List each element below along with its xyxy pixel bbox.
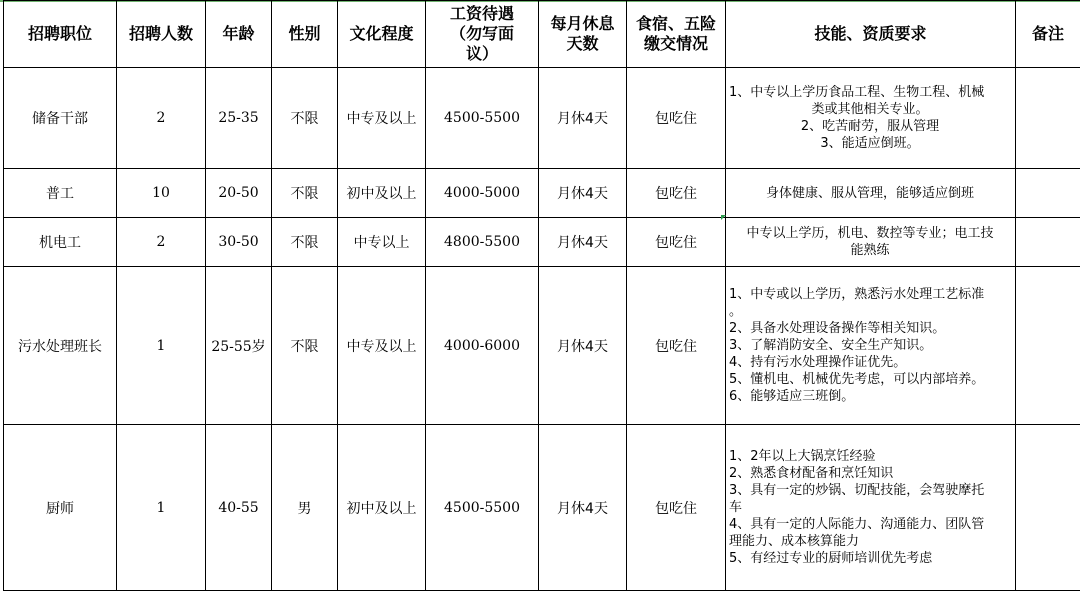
requirement-line: 2、熟悉食材配备和烹饪知识 bbox=[729, 466, 894, 481]
requirement-line: 5、有经过专业的厨师培训优先考虑 bbox=[729, 551, 933, 566]
cell-position[interactable]: 储备干部 bbox=[4, 68, 117, 169]
cell-remarks[interactable] bbox=[1016, 267, 1080, 425]
requirement-line: 身体健康、服从管理，能够适应倒班 bbox=[765, 185, 974, 201]
cell-requirements[interactable] bbox=[726, 425, 1016, 591]
cell-position[interactable]: 污水处理班长 bbox=[4, 267, 117, 425]
header-row bbox=[4, 1, 1080, 68]
requirement-line: 4、具有一定的人际能力、沟通能力、团队管 bbox=[729, 517, 985, 532]
requirement-line: 2、吃苦耐劳，服从管理 bbox=[800, 119, 940, 134]
cell-benefits[interactable]: 包吃住 bbox=[627, 218, 726, 267]
requirement-line: 4、持有污水处理操作证优先。 bbox=[729, 355, 907, 370]
cell-benefits[interactable]: 包吃住 bbox=[627, 169, 726, 218]
cell-remarks[interactable] bbox=[1016, 218, 1080, 267]
header-salary-line: 议） bbox=[465, 44, 498, 63]
header-remarks[interactable] bbox=[1016, 1, 1080, 68]
cell-salary[interactable]: 4800-5500 bbox=[426, 218, 539, 267]
requirement-line: 理能力、成本核算能力 bbox=[729, 534, 860, 549]
table-row bbox=[4, 267, 1080, 425]
header-rest-days[interactable] bbox=[539, 1, 627, 68]
header-gender-text: 性别 bbox=[288, 24, 321, 43]
header-rest-line: 天数 bbox=[566, 34, 599, 53]
header-position-text: 招聘职位 bbox=[27, 24, 92, 43]
cell-remarks[interactable] bbox=[1016, 425, 1080, 591]
cell-education[interactable]: 初中及以上 bbox=[338, 169, 426, 218]
cell-gender[interactable]: 不限 bbox=[272, 169, 338, 218]
cell-benefits[interactable]: 包吃住 bbox=[627, 267, 726, 425]
cell-age[interactable]: 25-35 bbox=[206, 68, 272, 169]
header-benefits-line: 缴交情况 bbox=[643, 34, 708, 53]
table-row bbox=[4, 218, 1080, 267]
header-count[interactable] bbox=[117, 1, 206, 68]
header-count-text: 招聘人数 bbox=[128, 24, 193, 43]
requirement-line: 2、具备水处理设备操作等相关知识。 bbox=[729, 321, 946, 336]
cell-position[interactable]: 普工 bbox=[4, 169, 117, 218]
cell-remarks[interactable] bbox=[1016, 68, 1080, 169]
requirement-line: 6、能够适应三班倒。 bbox=[729, 389, 855, 404]
requirement-line: 3、能适应倒班。 bbox=[820, 136, 920, 151]
header-benefits-line: 食宿、五险 bbox=[635, 14, 716, 33]
cell-education[interactable]: 初中及以上 bbox=[338, 425, 426, 591]
cell-salary[interactable]: 4000-5000 bbox=[426, 169, 539, 218]
cell-count[interactable]: 1 bbox=[117, 267, 206, 425]
cell-age[interactable]: 30-50 bbox=[206, 218, 272, 267]
cell-salary[interactable]: 4500-5500 bbox=[426, 425, 539, 591]
cell-education[interactable]: 中专及以上 bbox=[338, 267, 426, 425]
cell-salary[interactable]: 4500-5500 bbox=[426, 68, 539, 169]
requirement-line: 3、了解消防安全、安全生产知识。 bbox=[729, 338, 933, 353]
table-row bbox=[4, 169, 1080, 218]
requirement-line: 中专以上学历，机电、数控等专业；电工技 bbox=[746, 226, 994, 241]
cell-position[interactable]: 机电工 bbox=[4, 218, 117, 267]
cell-comment-marker bbox=[721, 215, 726, 220]
cell-benefits[interactable]: 包吃住 bbox=[627, 425, 726, 591]
cell-gender[interactable]: 不限 bbox=[272, 68, 338, 169]
cell-education[interactable]: 中专及以上 bbox=[338, 68, 426, 169]
requirement-line: 类或其他相关专业。 bbox=[811, 102, 929, 117]
header-position[interactable] bbox=[4, 1, 117, 68]
recruitment-table bbox=[3, 0, 1080, 591]
cell-education[interactable]: 中专以上 bbox=[338, 218, 426, 267]
requirement-line: 车 bbox=[729, 500, 743, 515]
requirement-line: 5、懂机电、机械优先考虑，可以内部培养。 bbox=[729, 372, 985, 387]
cell-rest-days[interactable]: 月休4天 bbox=[539, 68, 627, 169]
cell-count[interactable]: 2 bbox=[117, 218, 206, 267]
cell-requirements[interactable] bbox=[726, 169, 1016, 218]
header-salary-line: （勿写面 bbox=[449, 24, 514, 43]
header-age[interactable] bbox=[206, 1, 272, 68]
cell-age[interactable]: 20-50 bbox=[206, 169, 272, 218]
requirement-line: 1、中专或以上学历，熟悉污水处理工艺标准 bbox=[729, 287, 985, 302]
cell-gender[interactable]: 男 bbox=[272, 425, 338, 591]
cell-requirements[interactable] bbox=[726, 68, 1016, 169]
header-remarks-text: 备注 bbox=[1031, 24, 1064, 43]
cell-salary[interactable]: 4000-6000 bbox=[426, 267, 539, 425]
cell-age[interactable]: 40-55 bbox=[206, 425, 272, 591]
header-salary-line: 工资待遇 bbox=[449, 4, 514, 23]
cell-rest-days[interactable]: 月休4天 bbox=[539, 218, 627, 267]
requirement-line: 1、中专以上学历食品工程、生物工程、机械 bbox=[729, 85, 985, 100]
requirement-line: 3、具有一定的炒锅、切配技能，会驾驶摩托 bbox=[729, 483, 985, 498]
requirement-line: 能熟练 bbox=[850, 243, 890, 258]
header-education[interactable] bbox=[338, 1, 426, 68]
header-requirements[interactable] bbox=[726, 1, 1016, 68]
header-salary[interactable] bbox=[426, 1, 539, 68]
cell-benefits[interactable]: 包吃住 bbox=[627, 68, 726, 169]
header-benefits[interactable] bbox=[627, 1, 726, 68]
table-row bbox=[4, 68, 1080, 169]
cell-rest-days[interactable]: 月休4天 bbox=[539, 267, 627, 425]
cell-rest-days[interactable]: 月休4天 bbox=[539, 425, 627, 591]
header-age-text: 年龄 bbox=[222, 24, 255, 43]
cell-remarks[interactable] bbox=[1016, 169, 1080, 218]
cell-age[interactable]: 25-55岁 bbox=[206, 267, 272, 425]
header-education-text: 文化程度 bbox=[349, 24, 414, 43]
table-row bbox=[4, 425, 1080, 591]
requirement-line: 。 bbox=[729, 304, 743, 319]
requirement-line: 1、2年以上大锅烹饪经验 bbox=[729, 449, 876, 464]
header-rest-line: 每月休息 bbox=[550, 14, 615, 33]
cell-requirements[interactable] bbox=[726, 218, 1016, 267]
cell-rest-days[interactable]: 月休4天 bbox=[539, 169, 627, 218]
cell-count[interactable]: 2 bbox=[117, 68, 206, 169]
cell-requirements[interactable] bbox=[726, 267, 1016, 425]
header-gender[interactable] bbox=[272, 1, 338, 68]
cell-gender[interactable]: 不限 bbox=[272, 218, 338, 267]
cell-count[interactable]: 1 bbox=[117, 425, 206, 591]
cell-gender[interactable]: 不限 bbox=[272, 267, 338, 425]
cell-position[interactable]: 厨师 bbox=[4, 425, 117, 591]
header-requirements-text: 技能、资质要求 bbox=[814, 24, 927, 43]
cell-count[interactable]: 10 bbox=[117, 169, 206, 218]
